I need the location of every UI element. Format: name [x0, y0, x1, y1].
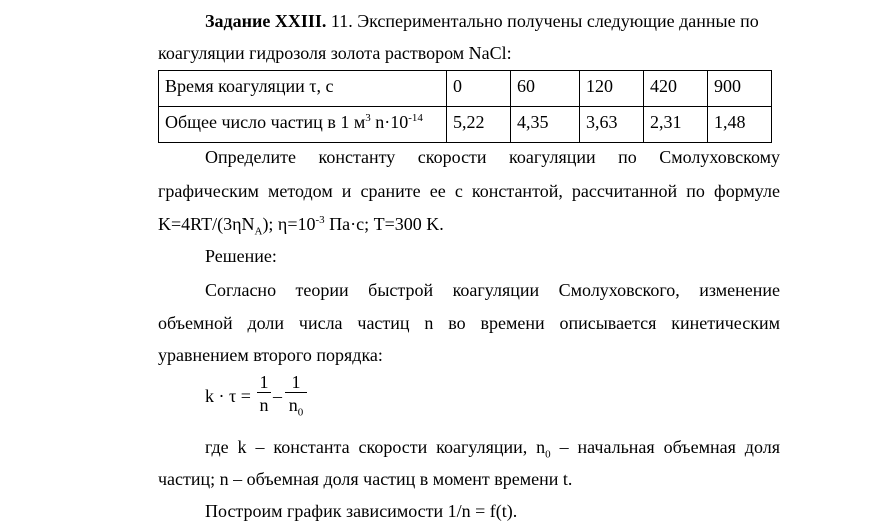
fraction-1-numerator: 1 — [259, 372, 269, 392]
problem-intro: 11. Экспериментально получены следующие данные по — [330, 11, 759, 31]
fraction-1-denominator: n — [259, 395, 269, 415]
table-cell: 900 — [708, 71, 772, 107]
fraction-2-bar — [285, 392, 307, 393]
p3-line1-sub: 0 — [545, 448, 551, 461]
solution-label-text: Решение: — [205, 246, 277, 266]
table-cell: 2,31 — [644, 107, 708, 143]
table-cell: 120 — [580, 71, 644, 107]
table-cell: 5,22 — [447, 107, 511, 143]
p3-line1-b: – начальная объемная доля — [550, 437, 780, 457]
fraction-2-denominator — [285, 395, 307, 419]
p2-line2-text: объемной доли числа частиц n во времени описывается кинетическим — [158, 313, 780, 333]
paragraph-2-line-2 — [158, 312, 780, 334]
table-cell-particles-label — [159, 107, 447, 143]
table-cell-time-label: Время коагуляции τ, с — [159, 71, 447, 107]
p1-line3-c: Па·с; T=300 K. — [324, 214, 444, 234]
paragraph-2-line-3 — [158, 344, 383, 366]
particles-label-mid: n·10 — [370, 112, 409, 132]
formula-fraction-1 — [257, 372, 271, 415]
kinetic-equation — [205, 372, 345, 427]
p4-line1-text: Построим график зависимости 1/n = f(t). — [205, 501, 518, 521]
paragraph-1-line-2 — [158, 180, 780, 202]
fraction-2-den-sub: 0 — [297, 406, 304, 419]
coagulation-data-table — [158, 70, 772, 143]
p2-line1-text: Согласно теории быстрой коагуляции Смолуховского, изменение — [205, 280, 780, 300]
table-row-time — [159, 71, 772, 107]
particles-label-text: Общее число частиц в 1 м — [165, 112, 366, 132]
table-cell: 1,48 — [708, 107, 772, 143]
table-cell: 0 — [447, 71, 511, 107]
table-cell: 3,63 — [580, 107, 644, 143]
particles-label-exp1: 3 — [365, 112, 371, 124]
paragraph-3-line-2 — [158, 468, 572, 490]
p1-line3-b: ); η=10 — [262, 214, 316, 234]
table-cell: 420 — [644, 71, 708, 107]
p1-line3-sup: -3 — [315, 214, 325, 226]
problem-heading-line — [205, 10, 759, 32]
formula-fraction-2 — [285, 372, 307, 419]
task-label: Задание XXIII. — [205, 11, 327, 31]
fraction-1-bar — [257, 392, 271, 393]
paragraph-4-line-1 — [205, 500, 517, 522]
table-row-particles — [159, 107, 772, 143]
paragraph-1-line-3 — [158, 213, 444, 238]
problem-intro-line-2 — [158, 42, 512, 64]
p2-line3-text: уравнением второго порядка: — [158, 345, 383, 365]
table-cell: 4,35 — [511, 107, 580, 143]
fraction-2-numerator: 1 — [291, 372, 301, 392]
p1-line3-sub: A — [254, 225, 263, 238]
formula-minus: – — [273, 386, 282, 406]
particles-label-exp2: -14 — [408, 112, 423, 124]
paragraph-3-line-1 — [205, 436, 780, 461]
table-cell: 60 — [511, 71, 580, 107]
p3-line1 — [205, 437, 780, 461]
problem-intro-text-2: коагуляции гидрозоля золота раствором NaCl: — [158, 43, 512, 63]
formula-lhs: k · τ = — [205, 386, 251, 406]
p1-line2-text: графическим методом и сраните ее с константой, рассчитанной по формуле — [158, 181, 780, 201]
p3-line2-text: частиц; n – объемная доля частиц в момент времени t. — [158, 469, 573, 489]
solution-label — [205, 245, 277, 267]
p1-line3-a: K=4RT/(3ηN — [158, 214, 255, 234]
fraction-2-den-base: n — [288, 395, 298, 415]
p3-line1-a: где k – константа скорости коагуляции, n — [205, 437, 546, 457]
paragraph-1-line-1 — [205, 146, 780, 168]
p1-line1-text: Определите константу скорости коагуляции по Смолуховскому — [205, 147, 780, 167]
paragraph-2-line-1 — [205, 279, 780, 301]
